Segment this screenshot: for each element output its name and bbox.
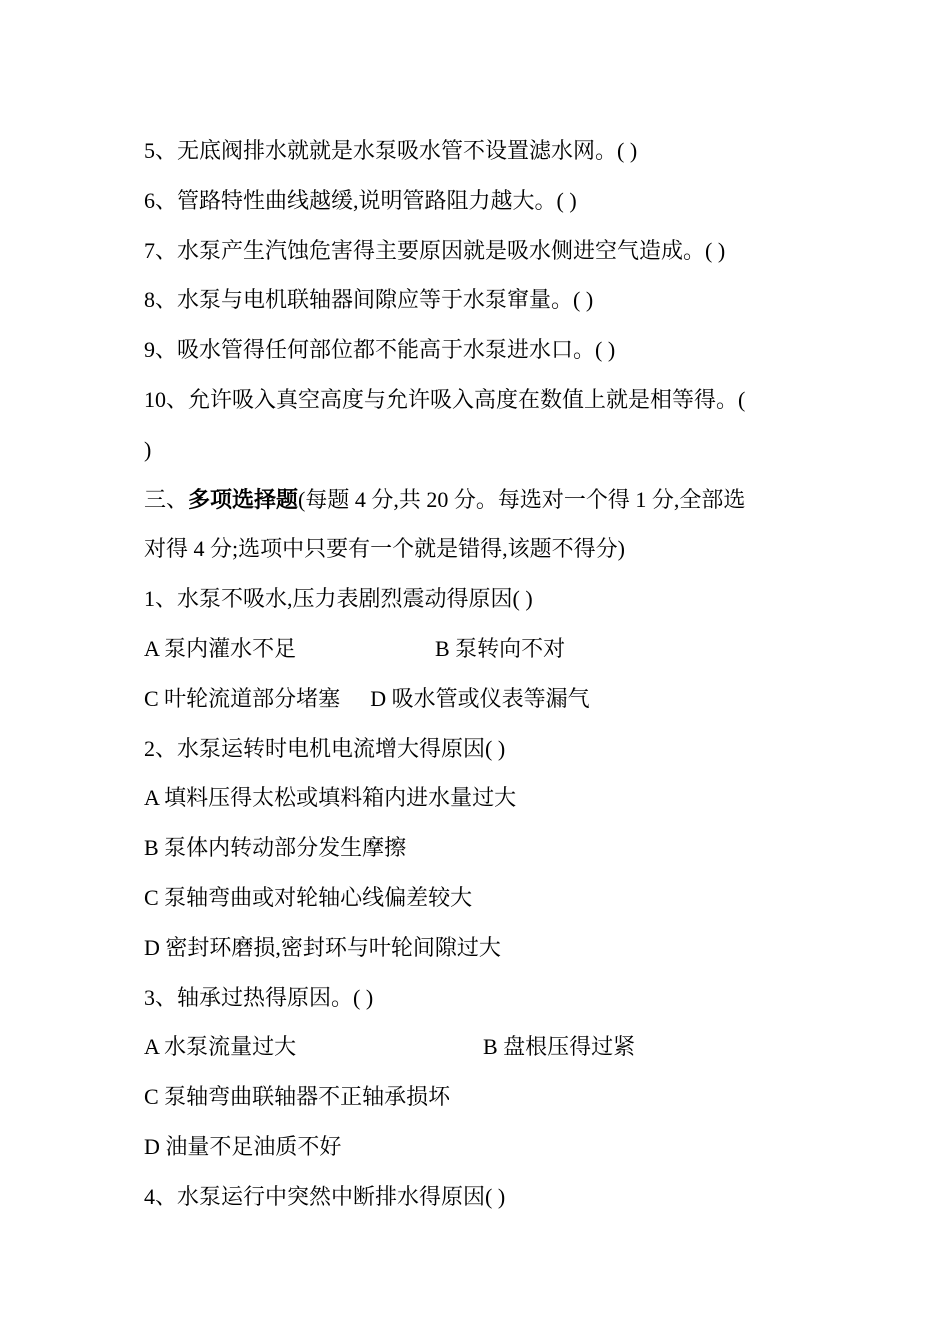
- question-1-options-ab: [144, 624, 830, 674]
- section-instructions-line2: 对得 4 分;选项中只要有一个就是错得,该题不得分): [144, 536, 625, 562]
- judge-item-5: 5、无底阀排水就就是水泵吸水管不设置滤水网。( ): [144, 138, 638, 163]
- judge-item-10-continuation: ): [144, 436, 152, 462]
- question-3-option-d: D 油量不足油质不好: [144, 1133, 342, 1159]
- question-3-option-c: C 泵轴弯曲联轴器不正轴承损坏: [144, 1084, 451, 1110]
- question-2-option-b: B 泵体内转动部分发生摩擦: [144, 835, 407, 861]
- question-1-option-b: B 泵转向不对: [435, 635, 566, 661]
- judge-item-8: 8、水泵与电机联轴器间隙应等于水泵窜量。( ): [144, 287, 594, 313]
- question-1-stem: 1、水泵不吸水,压力表剧烈震动得原因( ): [144, 586, 533, 612]
- question-3-options-ab: [144, 1022, 830, 1072]
- question-3-stem: 3、轴承过热得原因。( ): [144, 984, 374, 1010]
- question-1-option-d: D 吸水管或仪表等漏气: [370, 685, 590, 711]
- question-1-option-c: C 叶轮流道部分堵塞: [144, 685, 341, 711]
- question-2-option-c: C 泵轴弯曲或对轮轴心线偏差较大: [144, 884, 473, 910]
- section-heading: [144, 475, 830, 525]
- question-2-option-a: A 填料压得太松或填料箱内进水量过大: [144, 785, 517, 811]
- question-1-option-a: A 泵内灌水不足: [144, 635, 297, 661]
- section-instructions: (每题 4 分,共 20 分。每选对一个得 1 分,全部选: [298, 486, 746, 512]
- judge-item-6: 6、管路特性曲线越缓,说明管路阻力越大。( ): [144, 187, 577, 213]
- judge-item-10: 10、允许吸入真空高度与允许吸入高度在数值上就是相等得。(: [144, 386, 746, 412]
- question-4-stem: 4、水泵运行中突然中断排水得原因( ): [144, 1183, 506, 1209]
- question-1-options-cd: [144, 674, 830, 724]
- question-2-option-d: D 密封环磨损,密封环与叶轮间隙过大: [144, 934, 501, 960]
- judge-item-9: 9、吸水管得任何部位都不能高于水泵进水口。( ): [144, 337, 616, 363]
- judge-item-7: 7、水泵产生汽蚀危害得主要原因就是吸水侧进空气造成。( ): [144, 237, 726, 263]
- section-title: 多项选择题: [188, 486, 299, 512]
- section-number: 三、: [144, 486, 189, 512]
- question-2-stem: 2、水泵运转时电机电流增大得原因( ): [144, 735, 506, 761]
- question-3-option-a: A 水泵流量过大: [144, 1034, 297, 1060]
- question-3-option-b: B 盘根压得过紧: [483, 1034, 636, 1060]
